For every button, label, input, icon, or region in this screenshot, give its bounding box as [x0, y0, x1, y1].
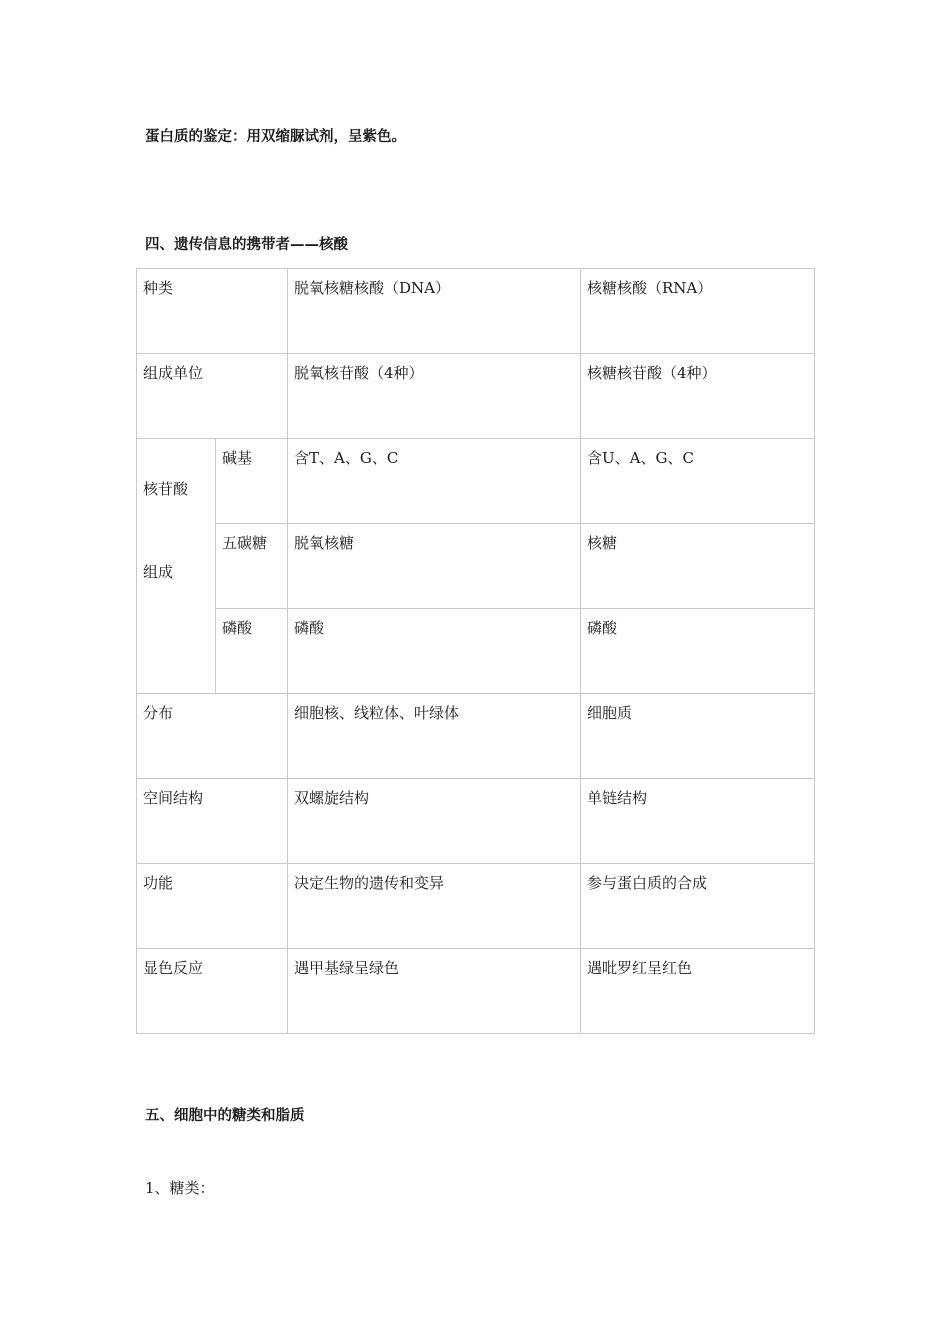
header-dna-cell: 脱氧核糖核酸（DNA） [288, 269, 581, 354]
header-rna-cell: 核糖核酸（RNA） [581, 269, 815, 354]
table-row [137, 694, 815, 779]
unit-dna-cell: 脱氧核苷酸（4种） [288, 354, 581, 439]
table-row [137, 439, 815, 524]
unit-rna-cell: 核糖核苷酸（4种） [581, 354, 815, 439]
table-row [137, 609, 815, 694]
distribution-dna-cell: 细胞核、线粒体、叶绿体 [288, 694, 581, 779]
color-reaction-label-cell: 显色反应 [137, 949, 288, 1034]
function-rna-cell: 参与蛋白质的合成 [581, 864, 815, 949]
sugar-label-cell: 五碳糖 [216, 524, 288, 609]
section-4-heading: 四、遗传信息的携带者——核酸 [145, 237, 348, 253]
sugar-subheading: 1、糖类： [145, 1179, 215, 1197]
base-rna-cell: 含U、A、G、C [581, 439, 815, 524]
group-label-line-1: 核苷酸 [143, 480, 189, 498]
sugar-dna-cell: 脱氧核糖 [288, 524, 581, 609]
table-row [137, 269, 815, 354]
table-row [137, 524, 815, 609]
distribution-rna-cell: 细胞质 [581, 694, 815, 779]
color-reaction-dna-cell: 遇甲基绿呈绿色 [288, 949, 581, 1034]
phosphate-dna-cell: 磷酸 [288, 609, 581, 694]
phosphate-label-cell: 磷酸 [216, 609, 288, 694]
header-type-cell: 种类 [137, 269, 288, 354]
color-reaction-rna-cell: 遇吡罗红呈红色 [581, 949, 815, 1034]
structure-dna-cell: 双螺旋结构 [288, 779, 581, 864]
structure-label-cell: 空间结构 [137, 779, 288, 864]
nucleotide-group-label-cell [137, 439, 216, 694]
unit-label-cell: 组成单位 [137, 354, 288, 439]
distribution-label-cell: 分布 [137, 694, 288, 779]
base-label-cell: 碱基 [216, 439, 288, 524]
table-row [137, 779, 815, 864]
table-row [137, 949, 815, 1034]
group-label-line-2: 组成 [143, 563, 174, 581]
phosphate-rna-cell: 磷酸 [581, 609, 815, 694]
structure-rna-cell: 单链结构 [581, 779, 815, 864]
table-row [137, 354, 815, 439]
sugar-rna-cell: 核糖 [581, 524, 815, 609]
protein-test-text: 蛋白质的鉴定：用双缩脲试剂，呈紫色。 [145, 129, 406, 145]
function-label-cell: 功能 [137, 864, 288, 949]
nucleic-acid-table [136, 268, 815, 1034]
function-dna-cell: 决定生物的遗传和变异 [288, 864, 581, 949]
table-row [137, 864, 815, 949]
section-5-heading: 五、细胞中的糖类和脂质 [145, 1108, 305, 1124]
base-dna-cell: 含T、A、G、C [288, 439, 581, 524]
